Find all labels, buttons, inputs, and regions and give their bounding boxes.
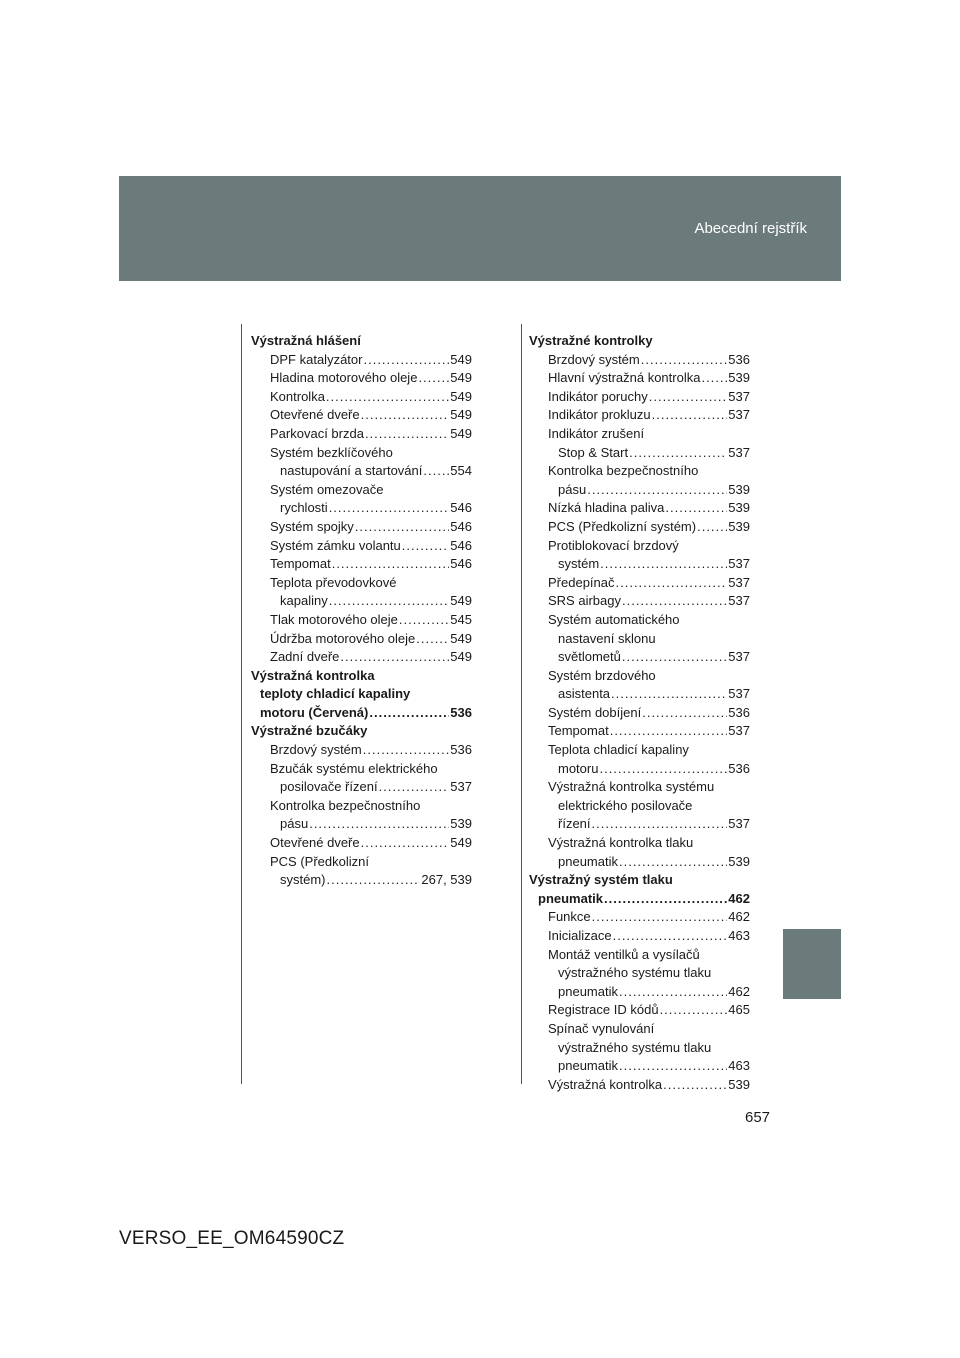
index-entry-page: 539 — [728, 481, 750, 497]
index-entry — [251, 499, 472, 518]
index-entry — [529, 1020, 750, 1039]
index-entry-text: Systém automatického — [548, 611, 680, 627]
index-entry-text: světlometů — [558, 649, 621, 665]
index-entry-text: Protiblokovací brzdový — [548, 537, 679, 553]
index-entry — [529, 499, 750, 518]
index-entry-page: 539 — [450, 816, 472, 832]
index-entry-text: Tempomat — [548, 723, 609, 739]
index-entry-text: Brzdový systém — [548, 351, 640, 367]
index-entry-text: Stop & Start — [558, 444, 629, 460]
index-entry-text: Zadní dveře — [270, 649, 340, 665]
index-entry-text: Kontrolka bezpečnostního — [548, 463, 699, 479]
index-entry — [251, 741, 472, 760]
index-entry-page: 539 — [728, 1076, 750, 1092]
index-entry-text: Tempomat — [270, 556, 331, 572]
index-entry-page: 462 — [728, 983, 750, 999]
index-entry-text: Otevřené dveře — [270, 835, 360, 851]
index-entry-text: Inicializace — [548, 928, 612, 943]
index-entry — [529, 853, 750, 872]
index-entry — [251, 815, 472, 834]
index-entry-page: 537 — [728, 556, 750, 572]
index-entry-page: 539 — [728, 370, 750, 386]
index-entry — [529, 388, 750, 407]
index-entry — [529, 481, 750, 500]
right-column-rule — [521, 324, 522, 1084]
index-entry — [251, 369, 472, 388]
index-entry-text: Výstražné bzučáky — [251, 723, 368, 739]
leader-dots — [592, 815, 728, 834]
index-entry-text: rychlosti — [280, 500, 328, 516]
index-entry-page: 546 — [450, 500, 472, 516]
leader-dots — [599, 760, 727, 779]
index-entry — [529, 406, 750, 425]
index-entry-text: pneumatik — [558, 853, 618, 869]
index-entry-page: 537 — [728, 723, 750, 739]
index-entry-text: DPF katalyzátor — [270, 351, 363, 367]
index-entry-text: PCS (Předkolizní systém) — [548, 518, 697, 534]
index-entry — [251, 834, 472, 853]
header-band — [119, 176, 841, 281]
leader-dots — [649, 388, 728, 407]
index-entry — [529, 871, 750, 890]
index-entry-page: 546 — [450, 537, 472, 553]
index-entry — [251, 853, 472, 872]
leader-dots — [416, 630, 449, 649]
index-entry — [529, 778, 750, 797]
index-entry-text: výstražného systému tlaku — [558, 1039, 712, 1055]
index-entry-text: Otevřené dveře — [270, 407, 360, 423]
index-entry-page: 465 — [728, 1002, 750, 1018]
index-entry-page: 536 — [728, 760, 750, 776]
leader-dots — [665, 499, 727, 518]
index-entry-text: Indikátor zrušení — [548, 425, 645, 441]
index-entry-text: Indikátor prokluzu — [548, 407, 651, 423]
index-column-right — [529, 332, 750, 1094]
page-number: 657 — [745, 1109, 771, 1126]
index-entry — [251, 351, 472, 370]
index-entry-text: pásu — [280, 816, 309, 832]
index-entry-page: 537 — [728, 388, 750, 404]
index-entry — [251, 648, 472, 667]
index-entry — [529, 555, 750, 574]
index-entry-text: Hladina motorového oleje — [270, 370, 418, 386]
index-entry-page: 546 — [450, 518, 472, 534]
index-entry — [251, 425, 472, 444]
index-entry-text: pneumatik — [558, 1058, 618, 1074]
leader-dots — [619, 1057, 727, 1076]
leader-dots — [402, 537, 450, 556]
index-entry-text: řízení — [558, 816, 591, 832]
left-column-rule — [241, 324, 242, 1084]
leader-dots — [613, 927, 728, 946]
index-entry-page: 536 — [450, 704, 472, 720]
index-entry-text: Parkovací brzda — [270, 425, 364, 441]
index-entry-page: 267, 539 — [421, 872, 472, 888]
index-entry — [251, 574, 472, 593]
index-entry-page: 549 — [450, 630, 472, 646]
index-entry — [529, 983, 750, 1002]
index-entry — [529, 592, 750, 611]
index-entry-text: nastupování a startování — [280, 463, 423, 479]
index-entry — [251, 797, 472, 816]
index-entry-text: Údržba motorového oleje — [270, 630, 416, 646]
index-entry-text: Nízká hladina paliva — [548, 500, 665, 516]
leader-dots — [587, 481, 727, 500]
index-entry — [529, 685, 750, 704]
index-entry-text: Systém zámku volantu — [270, 537, 401, 553]
index-entry — [529, 518, 750, 537]
leader-dots — [369, 704, 449, 723]
leader-dots — [379, 778, 450, 797]
index-entry-page: 537 — [450, 779, 472, 795]
index-entry — [529, 630, 750, 649]
index-entry-text: Teplota chladicí kapaliny — [548, 742, 689, 758]
index-entry — [529, 927, 750, 946]
index-entry — [529, 946, 750, 965]
index-entry-page: 549 — [450, 593, 472, 609]
leader-dots — [642, 704, 727, 723]
index-entry-text: pneumatik — [558, 983, 618, 999]
index-entry — [251, 871, 472, 890]
index-entry-page: 537 — [728, 444, 750, 460]
index-entry-page: 549 — [450, 370, 472, 386]
thumb-tab — [783, 929, 841, 999]
index-entry-text: Systém brzdového — [548, 667, 656, 683]
document-code: VERSO_EE_OM64590CZ — [119, 1228, 345, 1249]
index-entry-page: 536 — [728, 351, 750, 367]
leader-dots — [629, 444, 727, 463]
index-entry-text: Výstražná kontrolka — [548, 1076, 663, 1092]
index-entry — [529, 648, 750, 667]
leader-dots — [622, 648, 727, 667]
index-entry-text: Systém dobíjení — [548, 704, 642, 720]
index-entry-text: SRS airbagy — [548, 593, 621, 609]
index-entry-text: posilovače řízení — [280, 779, 378, 795]
index-entry-page: 549 — [450, 351, 472, 367]
index-entry-text: Systém omezovače — [270, 481, 384, 497]
leader-dots — [660, 1001, 728, 1020]
index-entry — [529, 332, 750, 351]
index-entry-page: 549 — [450, 388, 472, 404]
index-entry — [529, 797, 750, 816]
index-entry-text: Kontrolka — [270, 388, 325, 404]
index-entry-page: 546 — [450, 556, 472, 572]
index-entry-text: Hlavní výstražná kontrolka — [548, 370, 701, 386]
leader-dots — [332, 555, 450, 574]
leader-dots — [399, 611, 449, 630]
index-entry-text: pneumatik — [538, 890, 604, 906]
index-entry-text: Předepínač — [548, 574, 615, 590]
index-entry-text: PCS (Předkolizní — [270, 853, 369, 869]
index-entry — [529, 834, 750, 853]
index-entry-text: Teplota převodovkové — [270, 574, 397, 590]
leader-dots — [327, 871, 421, 890]
leader-dots — [641, 351, 728, 370]
index-column-left — [251, 332, 472, 890]
index-entry-text: Výstražné kontrolky — [529, 333, 653, 348]
index-entry-page: 539 — [728, 853, 750, 869]
index-entry — [251, 630, 472, 649]
index-entry-text: elektrického posilovače — [558, 797, 693, 813]
leader-dots — [610, 722, 728, 741]
index-entry — [529, 574, 750, 593]
leader-dots — [418, 369, 449, 388]
index-entry — [251, 462, 472, 481]
leader-dots — [363, 351, 449, 370]
index-entry-text: Brzdový systém — [270, 742, 362, 758]
index-entry-text: motoru (Červená) — [260, 704, 369, 720]
index-entry — [529, 908, 750, 927]
index-entry-text: motoru — [558, 760, 599, 776]
index-entry-page: 549 — [450, 407, 472, 423]
leader-dots — [592, 908, 728, 927]
index-entry-text: asistenta — [558, 686, 611, 702]
index-entry — [529, 369, 750, 388]
index-entry-text: pásu — [558, 481, 587, 497]
index-entry — [529, 704, 750, 723]
index-entry-text: Bzučák systému elektrického — [270, 760, 438, 776]
index-entry — [251, 685, 472, 704]
leader-dots — [309, 815, 449, 834]
leader-dots — [652, 406, 728, 425]
index-entry — [251, 406, 472, 425]
leader-dots — [329, 499, 450, 518]
index-entry — [251, 760, 472, 779]
index-entry — [251, 332, 472, 351]
index-entry — [529, 1001, 750, 1020]
index-entry-page: 537 — [728, 593, 750, 609]
index-entry-page: 549 — [450, 425, 472, 441]
index-entry — [529, 964, 750, 983]
index-entry-page: 539 — [728, 518, 750, 534]
leader-dots — [604, 890, 727, 909]
leader-dots — [663, 1076, 727, 1095]
leader-dots — [619, 983, 727, 1002]
leader-dots — [697, 518, 727, 537]
leader-dots — [616, 574, 728, 593]
index-entry — [251, 778, 472, 797]
index-entry-text: Výstražná hlášení — [251, 333, 361, 348]
index-entry-text: Spínač vynulování — [548, 1020, 655, 1036]
index-entry-text: Montáž ventilků a vysílačů — [548, 946, 700, 962]
index-entry — [529, 741, 750, 760]
index-entry — [529, 444, 750, 463]
index-entry-page: 545 — [450, 611, 472, 627]
index-entry-text: Tlak motorového oleje — [270, 611, 398, 627]
leader-dots — [355, 518, 449, 537]
index-entry-page: 549 — [450, 649, 472, 665]
index-entry-text: systém) — [280, 872, 326, 888]
index-entry — [529, 611, 750, 630]
index-entry — [529, 351, 750, 370]
index-entry — [251, 518, 472, 537]
index-entry — [529, 1057, 750, 1076]
leader-dots — [361, 834, 450, 853]
leader-dots — [365, 425, 449, 444]
index-entry-text: kapaliny — [280, 593, 328, 609]
index-entry — [529, 537, 750, 556]
index-entry — [251, 592, 472, 611]
leader-dots — [340, 648, 449, 667]
leader-dots — [600, 555, 727, 574]
index-entry-page: 537 — [728, 816, 750, 832]
index-entry-text: Výstražná kontrolka tlaku — [548, 835, 694, 851]
index-entry — [251, 537, 472, 556]
index-entry-text: nastavení sklonu — [558, 630, 656, 646]
index-entry-page: 462 — [728, 890, 750, 906]
index-entry — [529, 722, 750, 741]
index-entry-text: Výstražná kontrolka systému — [548, 779, 715, 795]
index-entry-page: 554 — [450, 463, 472, 479]
leader-dots — [329, 592, 450, 611]
leader-dots — [363, 741, 450, 760]
index-entry — [529, 815, 750, 834]
index-entry — [251, 444, 472, 463]
index-entry-text: systém — [558, 556, 600, 572]
index-entry-page: 549 — [450, 835, 472, 851]
index-entry — [251, 555, 472, 574]
index-entry-text: Výstražný systém tlaku — [529, 872, 673, 888]
index-entry-page: 539 — [728, 500, 750, 516]
leader-dots — [619, 853, 727, 872]
index-entry — [529, 425, 750, 444]
index-entry — [251, 722, 472, 741]
index-entry-text: Registrace ID kódů — [548, 1002, 659, 1018]
leader-dots — [611, 685, 727, 704]
index-entry-text: Kontrolka bezpečnostního — [270, 797, 421, 813]
index-entry — [529, 1076, 750, 1095]
index-entry-page: 537 — [728, 649, 750, 665]
index-entry — [251, 704, 472, 723]
leader-dots — [423, 462, 449, 481]
index-entry-text: výstražného systému tlaku — [558, 965, 712, 981]
index-entry-page: 463 — [728, 1058, 750, 1074]
index-entry — [529, 667, 750, 686]
index-entry-text: Systém bezklíčového — [270, 444, 393, 460]
index-entry — [529, 890, 750, 909]
index-entry-page: 537 — [728, 574, 750, 590]
index-entry — [251, 481, 472, 500]
index-entry-text: Výstražná kontrolka — [251, 667, 375, 683]
index-entry — [251, 667, 472, 686]
index-entry-page: 463 — [728, 928, 750, 943]
index-entry-page: 537 — [728, 686, 750, 702]
leader-dots — [326, 388, 449, 407]
leader-dots — [701, 369, 727, 388]
index-entry-page: 536 — [728, 704, 750, 720]
index-entry — [529, 760, 750, 779]
leader-dots — [622, 592, 727, 611]
index-entry-text: Indikátor poruchy — [548, 388, 648, 404]
index-entry-page: 462 — [728, 909, 750, 925]
index-entry — [251, 611, 472, 630]
leader-dots — [361, 406, 450, 425]
index-entry-text: Systém spojky — [270, 518, 354, 534]
index-entry-page: 537 — [728, 407, 750, 423]
index-entry-page: 536 — [450, 742, 472, 758]
index-entry-text: Funkce — [548, 909, 591, 925]
header-title: Abecední rejstřík — [694, 220, 807, 237]
index-entry-text: teploty chladicí kapaliny — [260, 686, 411, 702]
index-entry — [529, 1039, 750, 1058]
index-entry — [529, 462, 750, 481]
index-entry — [251, 388, 472, 407]
